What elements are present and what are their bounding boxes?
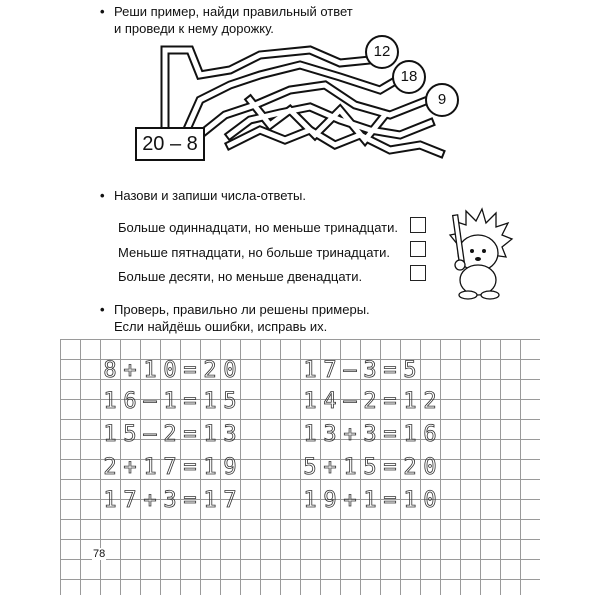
example-char: 1 [103,389,117,414]
question-1: Больше одиннадцати, но меньше тринадцати. [118,220,398,235]
answer-box-1[interactable] [410,217,426,233]
example-char: 1 [403,488,417,513]
example-char: 1 [343,455,357,480]
answer-circle-9 [425,83,459,117]
bullet-icon: • [100,4,105,19]
example-char: 0 [223,358,237,383]
example-char: 2 [163,422,177,447]
example-char: 2 [423,389,437,414]
answer-text: 18 [400,68,418,85]
task3-line1: Проверь, правильно ли решены примеры. [114,302,370,317]
example-char: 5 [403,358,417,383]
example-char: 0 [163,358,177,383]
example-char: – [143,389,157,414]
example-char: = [183,455,197,480]
expression-text: 20 – 8 [142,133,198,155]
example-char: = [383,389,397,414]
example-char: 7 [223,488,237,513]
example-char: 1 [403,422,417,447]
answer-circle-18 [392,60,426,94]
example-char: 1 [203,422,217,447]
task3-line2: Если найдёшь ошибки, исправь их. [114,319,328,334]
example-char: – [143,422,157,447]
example-char: – [343,358,357,383]
example-char: + [123,455,137,480]
example-char: 6 [423,422,437,447]
example-char: + [123,358,137,383]
answer-circle-12 [365,35,399,69]
example-char: 3 [363,358,377,383]
example-char: = [183,422,197,447]
answer-text: 12 [373,43,391,60]
example-char: = [183,389,197,414]
example-char: 5 [363,455,377,480]
example-char: 3 [223,422,237,447]
example-char: 1 [363,488,377,513]
example-char: = [383,455,397,480]
answer-box-3[interactable] [410,265,426,281]
question-3: Больше десяти, но меньше двенадцати. [118,269,363,284]
example-char: 2 [403,455,417,480]
example-char: 1 [303,389,317,414]
maze-start-expression [135,127,205,161]
example-char: 5 [123,422,137,447]
example-char: – [343,389,357,414]
example-char: 5 [223,389,237,414]
example-char: 7 [163,455,177,480]
example-char: 2 [203,358,217,383]
example-char: 9 [323,488,337,513]
example-char: 6 [123,389,137,414]
answer-box-2[interactable] [410,241,426,257]
example-char: 4 [323,389,337,414]
example-char: 0 [423,488,437,513]
answer-text: 9 [437,91,447,108]
example-char: = [383,422,397,447]
example-char: + [343,422,357,447]
example-char: = [183,358,197,383]
example-char: 3 [363,422,377,447]
task3-instruction [100,301,370,335]
task2-heading-text: Назови и запиши числа-ответы. [114,188,307,203]
example-char: 1 [103,488,117,513]
example-char: 0 [423,455,437,480]
example-char: 1 [163,389,177,414]
page-number: 78 [93,548,106,560]
example-char: 2 [103,455,117,480]
example-char: 1 [303,488,317,513]
example-char: 1 [303,422,317,447]
example-char: 1 [403,389,417,414]
example-char: 1 [143,358,157,383]
example-char: 1 [103,422,117,447]
task2-heading [100,187,306,204]
task1-line1: Реши пример, найди правильный ответ [114,4,353,19]
example-char: + [343,488,357,513]
example-char: 1 [203,389,217,414]
example-char: 5 [303,455,317,480]
example-char: = [383,358,397,383]
example-char: = [383,488,397,513]
task1-instruction [100,3,353,37]
example-char: = [183,488,197,513]
example-char: 3 [163,488,177,513]
example-char: + [323,455,337,480]
example-char: 3 [323,422,337,447]
bullet-icon: • [100,302,105,317]
example-char: + [143,488,157,513]
question-2: Меньше пятнадцати, но больше тринадцати. [118,245,390,260]
example-char: 7 [323,358,337,383]
example-char: 1 [203,488,217,513]
example-char: 9 [223,455,237,480]
example-char: 1 [143,455,157,480]
example-char: 8 [103,358,117,383]
example-char: 1 [203,455,217,480]
example-char: 2 [363,389,377,414]
task1-line2: и проведи к нему дорожку. [114,21,274,36]
example-char: 7 [123,488,137,513]
hedgehog-illustration [440,205,515,300]
bullet-icon: • [100,188,105,203]
example-char: 1 [303,358,317,383]
